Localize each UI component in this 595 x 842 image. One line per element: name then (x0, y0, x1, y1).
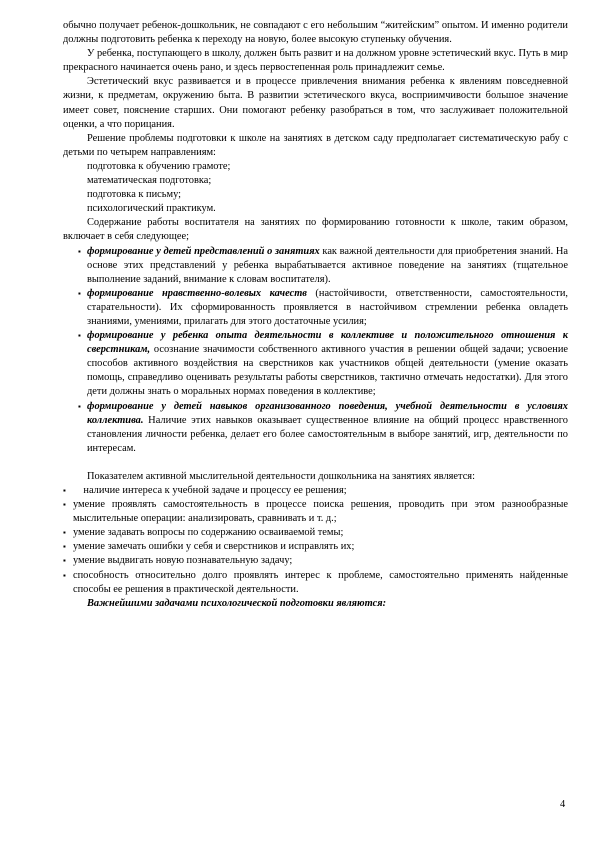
content-item-emphasis: формирование у детей навыков организованного поведения, учебной деятельности в условиях коллектива. (87, 400, 568, 426)
indicator-item (63, 569, 568, 597)
indicator-text: наличие интереса к учебной задаче и процессу ее решения; (73, 485, 347, 496)
bullet-square-icon: ▪ (63, 500, 66, 510)
bullet-square-icon: ▪ (78, 331, 81, 341)
indicator-text: умение проявлять самостоятельность в процессе поиска решения, проводить при этом разнообразные мыслительные операции: анализировать, сравнивать и т. д.; (73, 499, 568, 525)
content-item-emphasis: формирование у ребенка опыта деятельности в коллективе и положительного отношения к сверстникам, (87, 330, 568, 356)
indicator-text: умение задавать вопросы по содержанию осваиваемой темы; (73, 527, 344, 539)
content-item (63, 329, 568, 399)
direction-item: психологический практикум. (87, 203, 216, 215)
bullet-square-icon: ▪ (63, 556, 66, 566)
indicators-list (63, 484, 568, 597)
content-item-emphasis: формирование у детей представлений о занятиях (87, 245, 320, 257)
heading-psychological-tasks: Важнейшими задачами психологической подготовки являются: (87, 597, 387, 609)
directions-list (63, 160, 568, 216)
bullet-square-icon: ▪ (63, 542, 66, 552)
paragraph-continuation: обычно получает ребенок-дошкольник, не совпадают с его небольшим “житейским” опытом. И именно родители должны подготовить ребенка к переходу на новую, более высокую ступеньку обучения. (63, 20, 568, 46)
content-item (63, 287, 568, 329)
spacer (63, 456, 568, 470)
content-items-list (63, 245, 568, 456)
paragraph-four-directions: Решение проблемы подготовки к школе на занятиях в детском саду предполагает систематическую рабу с детьми по четырем направлениям: (63, 132, 568, 158)
direction-item: математическая подготовка; (87, 175, 212, 187)
indicator-item (63, 526, 568, 540)
direction-item: подготовка к письму; (87, 189, 182, 201)
content-item-text: (настойчивости, ответственности, самостоятельности, старательности). Их сформированность проявляется в настойчивом стремлении ребенка овладеть знаниями, умениями, прилагать для этого достаточные усилия; (87, 287, 568, 327)
bullet-square-icon: ▪ (78, 288, 81, 298)
paragraph-indicators: Показателем активной мыслительной деятельности дошкольника на занятиях является: (87, 470, 475, 482)
bullet-square-icon: ▪ (78, 401, 81, 411)
content-item (63, 245, 568, 287)
indicator-item (63, 498, 568, 526)
paragraph-aesthetic-development: Эстетический вкус развивается и в процессе привлечения внимания ребенка к явлениям повседневной жизни, к предметам, окружению быта. В развитии эстетического вкуса, восприимчивости большое значение имеет совет, пояснение старших. Они помогают ребенку разобраться в том, что заслуживает положительной оценки, а что порицания. (63, 76, 568, 130)
content-item-text: Наличие этих навыков оказывает существенное влияние на общий процесс нравственного становления личности ребенка, делает его более самостоятельным в выборе занятий, игр, деятельности по интересам. (87, 414, 568, 454)
page-number: 4 (560, 799, 566, 810)
bullet-square-icon: ▪ (63, 486, 66, 495)
indicator-item (63, 484, 568, 498)
direction-item: подготовка к обучению грамоте; (87, 160, 231, 172)
bullet-square-icon: ▪ (78, 246, 81, 256)
content-item-emphasis: формирование нравственно-волевых качеств (87, 287, 307, 299)
content-item (63, 400, 568, 456)
indicator-text: способность относительно долго проявлять интерес к проблеме, самостоятельно применять найденные способы ее решения в практической деятельности. (73, 569, 568, 595)
bullet-square-icon: ▪ (63, 570, 66, 580)
document-page (63, 19, 568, 611)
indicator-text: умение выдвигать новую познавательную задачу; (73, 555, 293, 567)
indicator-text: умение замечать ошибки у себя и сверстников и исправлять их; (73, 541, 355, 553)
content-item-text: осознание значимости собственного активного участия в решении общей задачи; усвоение способов активного воздействия на сверстников как участников общей деятельности (умение оказать помощь, справедливо оценивать результаты работы сверстников, тактично отмечать недостатки). Для этого дети должны знать о моральных нормах поведения в коллективе; (87, 344, 568, 398)
indicator-item (63, 554, 568, 568)
indicator-item (63, 540, 568, 554)
paragraph-aesthetic-taste: У ребенка, поступающего в школу, должен быть развит и на должном уровне эстетический вкус. Путь в мир прекрасного начинается очень рано, и здесь первостепенная роль принадлежит семье. (63, 48, 568, 74)
bullet-square-icon: ▪ (63, 528, 66, 538)
paragraph-work-content: Содержание работы воспитателя на занятиях по формированию готовности к школе, таким образом, включает в себя следующее; (63, 217, 568, 243)
content-item-text: как важной деятельности для приобретения знаний. На основе этих представлений у ребенка вырабатывается активное поведение на занятиях (тщательное выполнение заданий, внимание к словам воспитателя). (87, 245, 568, 285)
